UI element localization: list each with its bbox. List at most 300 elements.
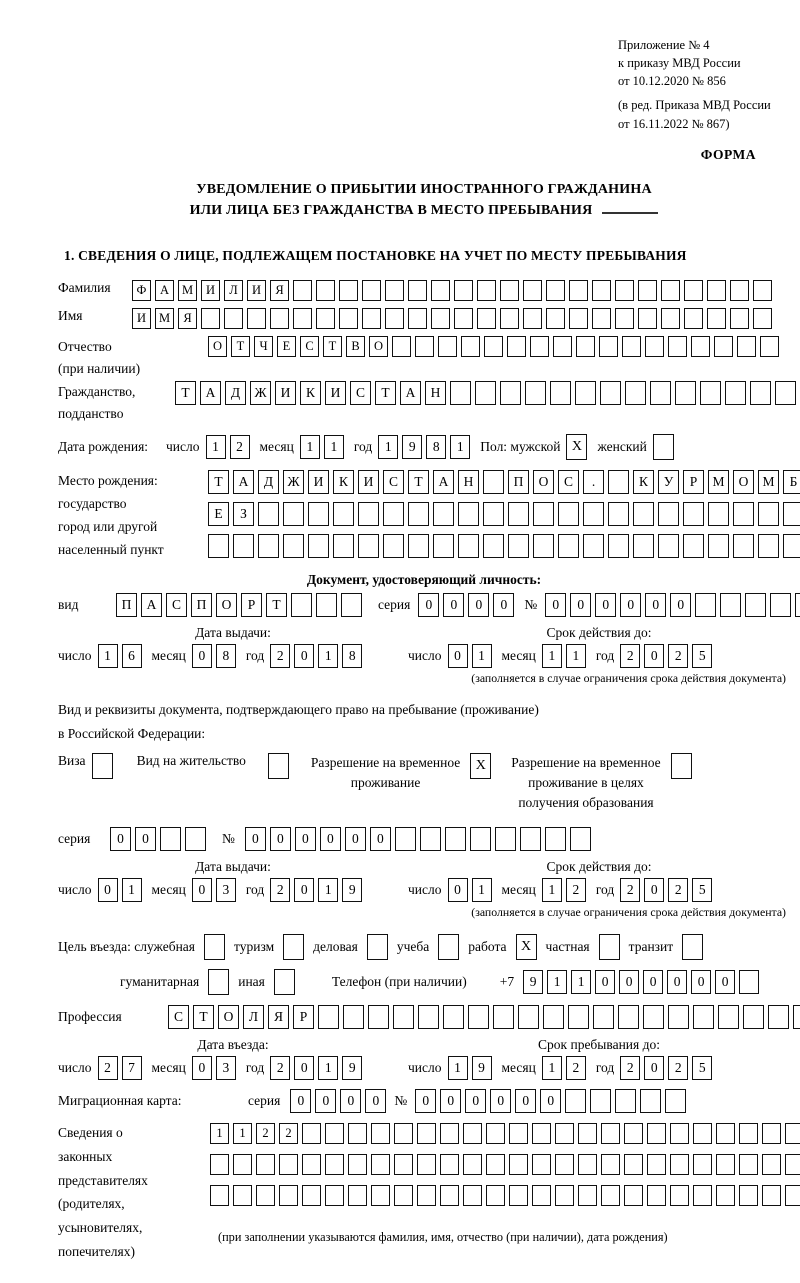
form-cell[interactable]	[486, 1154, 505, 1175]
form-cell[interactable]	[691, 336, 710, 357]
form-cell[interactable]: 6	[122, 644, 142, 668]
form-cell[interactable]: 0	[493, 593, 514, 617]
form-cell[interactable]	[385, 308, 404, 329]
form-cell[interactable]	[600, 381, 621, 405]
form-cell[interactable]	[658, 502, 679, 526]
form-cell[interactable]	[316, 280, 335, 301]
form-cell[interactable]	[601, 1123, 620, 1144]
form-cell[interactable]	[463, 1185, 482, 1206]
form-cell[interactable]	[532, 1185, 551, 1206]
form-cell[interactable]: 0	[644, 1056, 664, 1080]
form-cell[interactable]	[708, 534, 729, 558]
form-cell[interactable]	[668, 1005, 689, 1029]
form-cell[interactable]: К	[633, 470, 654, 494]
form-cell[interactable]	[638, 280, 657, 301]
form-cell[interactable]	[546, 280, 565, 301]
form-cell[interactable]: 1	[210, 1123, 229, 1144]
form-cell[interactable]	[371, 1185, 390, 1206]
form-cell[interactable]: 2	[230, 435, 250, 459]
form-cell[interactable]: О	[216, 593, 237, 617]
form-cell[interactable]	[733, 502, 754, 526]
form-cell[interactable]: Т	[208, 470, 229, 494]
form-cell[interactable]	[348, 1154, 367, 1175]
form-cell[interactable]	[569, 308, 588, 329]
form-cell[interactable]: 0	[643, 970, 663, 994]
form-cell[interactable]	[247, 308, 266, 329]
form-cell[interactable]	[533, 502, 554, 526]
form-cell[interactable]	[533, 534, 554, 558]
form-cell[interactable]: Ф	[132, 280, 151, 301]
form-cell[interactable]	[650, 381, 671, 405]
form-cell[interactable]	[733, 534, 754, 558]
form-cell[interactable]	[707, 308, 726, 329]
form-cell[interactable]: 1	[547, 970, 567, 994]
form-cell[interactable]: М	[758, 470, 779, 494]
form-cell[interactable]	[362, 308, 381, 329]
form-cell[interactable]: 0	[468, 593, 489, 617]
form-cell[interactable]	[675, 381, 696, 405]
form-cell[interactable]: 1	[378, 435, 398, 459]
form-cell[interactable]	[599, 336, 618, 357]
form-cell[interactable]	[445, 827, 466, 851]
form-cell[interactable]	[795, 593, 800, 617]
form-cell[interactable]: 9	[342, 1056, 362, 1080]
form-cell[interactable]: 0	[340, 1089, 361, 1113]
form-cell[interactable]	[394, 1185, 413, 1206]
form-cell[interactable]: 1	[448, 1056, 468, 1080]
form-cell[interactable]	[475, 381, 496, 405]
form-cell[interactable]: 0	[294, 878, 314, 902]
form-cell[interactable]: 1	[206, 435, 226, 459]
form-cell[interactable]	[443, 1005, 464, 1029]
temp-residence-checkbox[interactable]: X	[470, 753, 491, 779]
form-cell[interactable]: 2	[270, 644, 290, 668]
form-cell[interactable]	[417, 1123, 436, 1144]
form-cell[interactable]	[431, 280, 450, 301]
form-cell[interactable]	[493, 1005, 514, 1029]
form-cell[interactable]	[624, 1123, 643, 1144]
form-cell[interactable]	[530, 336, 549, 357]
form-cell[interactable]: О	[733, 470, 754, 494]
form-cell[interactable]	[509, 1154, 528, 1175]
form-cell[interactable]: 2	[620, 1056, 640, 1080]
form-cell[interactable]: Ч	[254, 336, 273, 357]
form-cell[interactable]: С	[558, 470, 579, 494]
form-cell[interactable]: 0	[570, 593, 591, 617]
form-cell[interactable]: 0	[192, 644, 212, 668]
form-cell[interactable]	[750, 381, 771, 405]
form-cell[interactable]: А	[155, 280, 174, 301]
form-cell[interactable]	[708, 502, 729, 526]
form-cell[interactable]	[793, 1005, 800, 1029]
form-cell[interactable]: 0	[192, 878, 212, 902]
form-cell[interactable]: 9	[523, 970, 543, 994]
form-cell[interactable]: .	[583, 470, 604, 494]
form-cell[interactable]	[785, 1185, 800, 1206]
form-cell[interactable]	[523, 308, 542, 329]
form-cell[interactable]	[693, 1123, 712, 1144]
form-cell[interactable]: Я	[178, 308, 197, 329]
form-cell[interactable]: 1	[450, 435, 470, 459]
form-cell[interactable]: И	[247, 280, 266, 301]
form-cell[interactable]	[518, 1005, 539, 1029]
form-cell[interactable]	[615, 308, 634, 329]
form-cell[interactable]	[325, 1154, 344, 1175]
form-cell[interactable]	[592, 280, 611, 301]
form-cell[interactable]	[739, 1123, 758, 1144]
form-cell[interactable]: 0	[595, 593, 616, 617]
form-cell[interactable]: 3	[216, 878, 236, 902]
form-cell[interactable]: 9	[472, 1056, 492, 1080]
form-cell[interactable]	[362, 280, 381, 301]
form-cell[interactable]: А	[233, 470, 254, 494]
form-cell[interactable]: 0	[448, 644, 468, 668]
form-cell[interactable]: 0	[440, 1089, 461, 1113]
form-cell[interactable]: Я	[270, 280, 289, 301]
form-cell[interactable]: 0	[418, 593, 439, 617]
form-cell[interactable]: З	[233, 502, 254, 526]
form-cell[interactable]	[256, 1154, 275, 1175]
form-cell[interactable]	[440, 1185, 459, 1206]
sex-female-checkbox[interactable]	[653, 434, 674, 460]
form-cell[interactable]	[433, 502, 454, 526]
form-cell[interactable]	[565, 1089, 586, 1113]
form-cell[interactable]: 1	[318, 1056, 338, 1080]
form-cell[interactable]: 0	[443, 593, 464, 617]
form-cell[interactable]	[500, 381, 521, 405]
form-cell[interactable]: 0	[294, 644, 314, 668]
form-cell[interactable]	[185, 827, 206, 851]
form-cell[interactable]: 9	[402, 435, 422, 459]
form-cell[interactable]: 2	[270, 1056, 290, 1080]
form-cell[interactable]	[433, 534, 454, 558]
form-cell[interactable]: А	[433, 470, 454, 494]
residence-permit-checkbox[interactable]	[268, 753, 289, 779]
form-cell[interactable]	[555, 1185, 574, 1206]
form-cell[interactable]: 3	[216, 1056, 236, 1080]
form-cell[interactable]	[283, 502, 304, 526]
form-cell[interactable]	[293, 308, 312, 329]
form-cell[interactable]	[477, 280, 496, 301]
form-cell[interactable]	[578, 1123, 597, 1144]
form-cell[interactable]	[302, 1154, 321, 1175]
form-cell[interactable]: 0	[620, 593, 641, 617]
form-cell[interactable]	[318, 1005, 339, 1029]
form-cell[interactable]: 0	[110, 827, 131, 851]
form-cell[interactable]	[633, 502, 654, 526]
form-cell[interactable]	[718, 1005, 739, 1029]
form-cell[interactable]	[508, 534, 529, 558]
form-cell[interactable]	[785, 1123, 800, 1144]
form-cell[interactable]: 2	[98, 1056, 118, 1080]
form-cell[interactable]: 1	[566, 644, 586, 668]
form-cell[interactable]	[256, 1185, 275, 1206]
form-cell[interactable]	[601, 1185, 620, 1206]
form-cell[interactable]	[665, 1089, 686, 1113]
form-cell[interactable]: К	[333, 470, 354, 494]
form-cell[interactable]	[348, 1123, 367, 1144]
form-cell[interactable]	[739, 1185, 758, 1206]
form-cell[interactable]	[555, 1123, 574, 1144]
form-cell[interactable]	[583, 502, 604, 526]
form-cell[interactable]	[633, 534, 654, 558]
form-cell[interactable]: 1	[122, 878, 142, 902]
form-cell[interactable]	[454, 280, 473, 301]
form-cell[interactable]: 1	[318, 644, 338, 668]
form-cell[interactable]	[739, 970, 759, 994]
form-cell[interactable]	[647, 1154, 666, 1175]
form-cell[interactable]	[470, 827, 491, 851]
form-cell[interactable]	[339, 308, 358, 329]
form-cell[interactable]	[668, 336, 687, 357]
form-cell[interactable]: 0	[365, 1089, 386, 1113]
form-cell[interactable]	[716, 1123, 735, 1144]
form-cell[interactable]: Р	[241, 593, 262, 617]
form-cell[interactable]	[625, 381, 646, 405]
form-cell[interactable]	[233, 1154, 252, 1175]
form-cell[interactable]: Т	[266, 593, 287, 617]
form-cell[interactable]: О	[208, 336, 227, 357]
form-cell[interactable]	[615, 280, 634, 301]
form-cell[interactable]	[658, 534, 679, 558]
form-cell[interactable]	[440, 1154, 459, 1175]
form-cell[interactable]: 0	[644, 878, 664, 902]
form-cell[interactable]: Д	[258, 470, 279, 494]
form-cell[interactable]: 0	[595, 970, 615, 994]
form-cell[interactable]: 2	[279, 1123, 298, 1144]
form-cell[interactable]	[483, 534, 504, 558]
form-cell[interactable]	[383, 534, 404, 558]
form-cell[interactable]	[325, 1185, 344, 1206]
form-cell[interactable]	[348, 1185, 367, 1206]
form-cell[interactable]: 5	[692, 1056, 712, 1080]
form-cell[interactable]: 0	[245, 827, 266, 851]
form-cell[interactable]	[385, 280, 404, 301]
form-cell[interactable]	[418, 1005, 439, 1029]
form-cell[interactable]: 0	[515, 1089, 536, 1113]
form-cell[interactable]	[568, 1005, 589, 1029]
form-cell[interactable]: 8	[426, 435, 446, 459]
form-cell[interactable]: 0	[415, 1089, 436, 1113]
form-cell[interactable]	[210, 1185, 229, 1206]
form-cell[interactable]: 0	[691, 970, 711, 994]
form-cell[interactable]: Н	[425, 381, 446, 405]
form-cell[interactable]: И	[358, 470, 379, 494]
form-cell[interactable]	[279, 1185, 298, 1206]
form-cell[interactable]	[716, 1185, 735, 1206]
form-cell[interactable]	[483, 470, 504, 494]
form-cell[interactable]: 0	[644, 644, 664, 668]
form-cell[interactable]	[341, 593, 362, 617]
form-cell[interactable]	[283, 534, 304, 558]
form-cell[interactable]	[458, 534, 479, 558]
form-cell[interactable]	[693, 1185, 712, 1206]
form-cell[interactable]	[417, 1154, 436, 1175]
form-cell[interactable]: О	[369, 336, 388, 357]
visa-checkbox[interactable]	[92, 753, 113, 779]
form-cell[interactable]	[293, 280, 312, 301]
form-cell[interactable]	[343, 1005, 364, 1029]
form-cell[interactable]	[638, 308, 657, 329]
form-cell[interactable]	[408, 280, 427, 301]
form-cell[interactable]: 0	[345, 827, 366, 851]
form-cell[interactable]	[333, 502, 354, 526]
form-cell[interactable]: 2	[256, 1123, 275, 1144]
form-cell[interactable]	[316, 308, 335, 329]
purpose-work-checkbox[interactable]: X	[516, 934, 537, 960]
form-cell[interactable]: 0	[294, 1056, 314, 1080]
form-cell[interactable]	[684, 308, 703, 329]
form-cell[interactable]	[339, 280, 358, 301]
form-cell[interactable]	[543, 1005, 564, 1029]
form-cell[interactable]: 1	[300, 435, 320, 459]
form-cell[interactable]	[509, 1123, 528, 1144]
form-cell[interactable]	[454, 308, 473, 329]
form-cell[interactable]	[233, 534, 254, 558]
form-cell[interactable]: Т	[408, 470, 429, 494]
form-cell[interactable]	[431, 308, 450, 329]
form-cell[interactable]	[495, 827, 516, 851]
form-cell[interactable]: 2	[566, 1056, 586, 1080]
form-cell[interactable]: С	[383, 470, 404, 494]
form-cell[interactable]: 2	[620, 644, 640, 668]
purpose-private-checkbox[interactable]	[599, 934, 620, 960]
form-cell[interactable]: Д	[225, 381, 246, 405]
form-cell[interactable]	[590, 1089, 611, 1113]
form-cell[interactable]	[486, 1123, 505, 1144]
form-cell[interactable]: 5	[692, 644, 712, 668]
form-cell[interactable]: 2	[620, 878, 640, 902]
form-cell[interactable]: 0	[295, 827, 316, 851]
form-cell[interactable]: 0	[490, 1089, 511, 1113]
form-cell[interactable]	[325, 1123, 344, 1144]
form-cell[interactable]	[461, 336, 480, 357]
form-cell[interactable]: Я	[268, 1005, 289, 1029]
form-cell[interactable]: 0	[192, 1056, 212, 1080]
form-cell[interactable]	[508, 502, 529, 526]
form-cell[interactable]	[258, 534, 279, 558]
form-cell[interactable]	[208, 534, 229, 558]
form-cell[interactable]	[463, 1154, 482, 1175]
form-cell[interactable]	[279, 1154, 298, 1175]
form-cell[interactable]	[408, 534, 429, 558]
form-cell[interactable]	[737, 336, 756, 357]
form-cell[interactable]	[394, 1154, 413, 1175]
form-cell[interactable]	[392, 336, 411, 357]
form-cell[interactable]: Т	[323, 336, 342, 357]
form-cell[interactable]	[302, 1185, 321, 1206]
form-cell[interactable]	[393, 1005, 414, 1029]
form-cell[interactable]	[730, 280, 749, 301]
form-cell[interactable]	[210, 1154, 229, 1175]
form-cell[interactable]	[770, 593, 791, 617]
form-cell[interactable]: 0	[370, 827, 391, 851]
form-cell[interactable]	[743, 1005, 764, 1029]
form-cell[interactable]: 0	[670, 593, 691, 617]
form-cell[interactable]: И	[275, 381, 296, 405]
form-cell[interactable]: 1	[472, 644, 492, 668]
form-cell[interactable]: 0	[270, 827, 291, 851]
form-cell[interactable]: И	[201, 280, 220, 301]
form-cell[interactable]	[700, 381, 721, 405]
form-cell[interactable]	[683, 502, 704, 526]
form-cell[interactable]: А	[141, 593, 162, 617]
purpose-other-checkbox[interactable]	[274, 969, 295, 995]
form-cell[interactable]	[583, 534, 604, 558]
form-cell[interactable]: О	[533, 470, 554, 494]
form-cell[interactable]	[670, 1154, 689, 1175]
form-cell[interactable]	[525, 381, 546, 405]
form-cell[interactable]	[570, 827, 591, 851]
form-cell[interactable]	[371, 1154, 390, 1175]
form-cell[interactable]: М	[155, 308, 174, 329]
form-cell[interactable]	[624, 1154, 643, 1175]
form-cell[interactable]: 8	[342, 644, 362, 668]
form-cell[interactable]	[368, 1005, 389, 1029]
form-cell[interactable]: П	[508, 470, 529, 494]
form-cell[interactable]	[593, 1005, 614, 1029]
form-cell[interactable]: А	[200, 381, 221, 405]
form-cell[interactable]: П	[191, 593, 212, 617]
form-cell[interactable]	[160, 827, 181, 851]
form-cell[interactable]	[270, 308, 289, 329]
sex-male-checkbox[interactable]: X	[566, 434, 587, 460]
form-cell[interactable]	[383, 502, 404, 526]
form-cell[interactable]: Е	[208, 502, 229, 526]
form-cell[interactable]: 1	[324, 435, 344, 459]
form-cell[interactable]	[753, 308, 772, 329]
purpose-transit-checkbox[interactable]	[682, 934, 703, 960]
form-cell[interactable]	[500, 308, 519, 329]
form-cell[interactable]	[783, 534, 800, 558]
form-cell[interactable]	[507, 336, 526, 357]
form-cell[interactable]	[640, 1089, 661, 1113]
form-cell[interactable]	[415, 336, 434, 357]
purpose-official-checkbox[interactable]	[204, 934, 225, 960]
form-cell[interactable]: 7	[122, 1056, 142, 1080]
form-cell[interactable]	[420, 827, 441, 851]
form-cell[interactable]: 1	[542, 644, 562, 668]
form-cell[interactable]: Р	[293, 1005, 314, 1029]
form-cell[interactable]: Т	[231, 336, 250, 357]
form-cell[interactable]: Т	[193, 1005, 214, 1029]
form-cell[interactable]	[608, 534, 629, 558]
form-cell[interactable]: Т	[175, 381, 196, 405]
form-cell[interactable]: У	[658, 470, 679, 494]
form-cell[interactable]	[532, 1123, 551, 1144]
form-cell[interactable]: 1	[318, 878, 338, 902]
form-cell[interactable]: 0	[98, 878, 118, 902]
form-cell[interactable]	[569, 280, 588, 301]
form-cell[interactable]	[684, 280, 703, 301]
form-cell[interactable]	[438, 336, 457, 357]
form-cell[interactable]	[760, 336, 779, 357]
form-cell[interactable]	[670, 1185, 689, 1206]
form-cell[interactable]	[394, 1123, 413, 1144]
form-cell[interactable]: И	[308, 470, 329, 494]
form-cell[interactable]: Р	[683, 470, 704, 494]
form-cell[interactable]: 0	[545, 593, 566, 617]
form-cell[interactable]	[233, 1185, 252, 1206]
form-cell[interactable]	[762, 1154, 781, 1175]
form-cell[interactable]	[645, 336, 664, 357]
form-cell[interactable]	[601, 1154, 620, 1175]
form-cell[interactable]: 1	[98, 644, 118, 668]
form-cell[interactable]: 0	[540, 1089, 561, 1113]
temp-residence-edu-checkbox[interactable]	[671, 753, 692, 779]
form-cell[interactable]	[624, 1185, 643, 1206]
form-cell[interactable]: Л	[224, 280, 243, 301]
